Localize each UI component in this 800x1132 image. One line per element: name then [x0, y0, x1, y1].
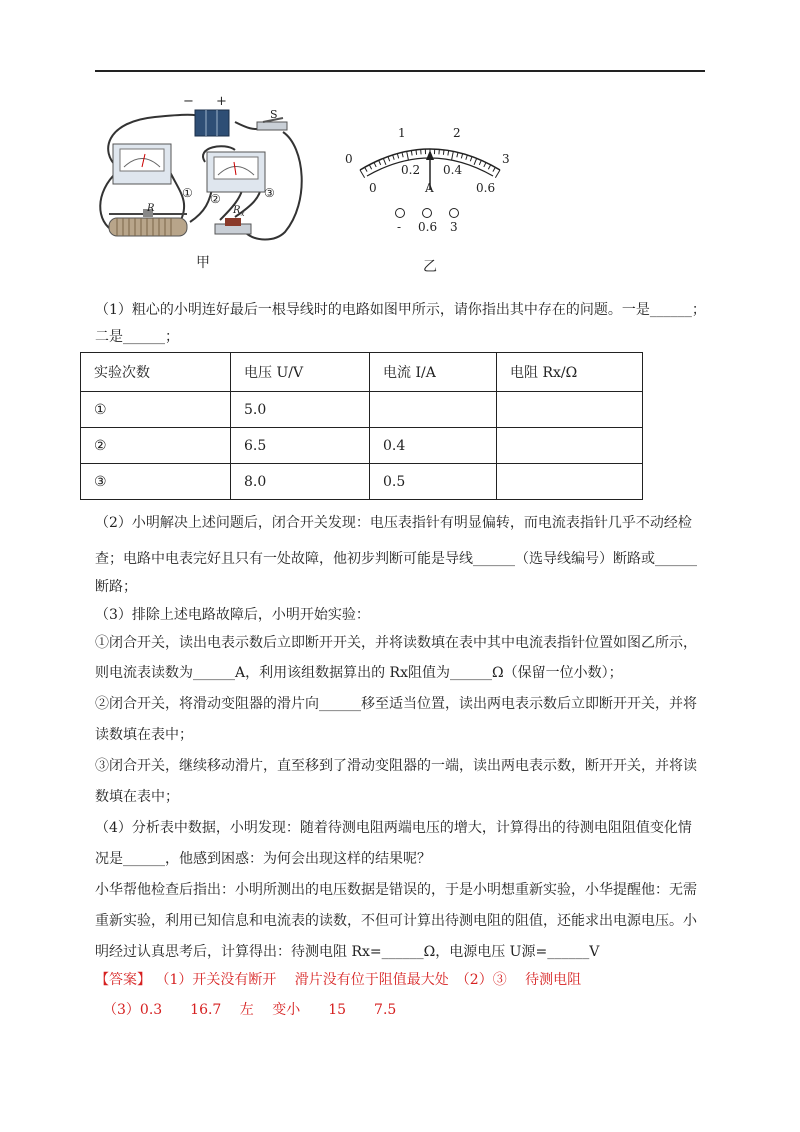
answer-line-1: 【答案】 （1）开关没有断开 滑片没有位于阻值最大处 （2）③ 待测电阻	[95, 972, 582, 988]
question-3-line-5: 读数填在表中；	[95, 727, 193, 743]
question-1-line-2: 二是______；	[95, 329, 179, 345]
bottom-scale-0: 0	[369, 181, 377, 195]
top-scale-0: 0	[345, 152, 353, 166]
table-cell: 0.4	[370, 428, 497, 464]
dial-tick	[493, 167, 495, 171]
answer-line-2: （3）0.3 16.7 左 变小 15 7.5	[103, 1002, 397, 1018]
dial-tick	[393, 155, 395, 160]
terminal-minus: -	[397, 220, 402, 234]
top-scale-3: 3	[502, 152, 510, 166]
dial-tick	[383, 158, 386, 164]
table-cell: ①	[81, 392, 231, 428]
rheostat-label: R	[147, 203, 155, 214]
dial-tick	[374, 162, 376, 167]
header-cell: 电压 U/V	[231, 353, 370, 392]
table-row	[81, 392, 643, 428]
dial-tick	[474, 158, 477, 164]
dial-tick	[407, 151, 409, 160]
header-cell: 电阻 Rx/Ω	[497, 353, 643, 392]
question-4-line-4: 重新实验，利用已知信息和电流表的读数，不但可计算出待测电阻的阻值，还能求出电源电压。小	[95, 913, 697, 929]
resistor-label: $R_x$	[233, 205, 245, 218]
table-row	[81, 428, 643, 464]
question-3-line-6: ③闭合开关，继续移动滑片，直至移到了滑动变阻器的一端，读出两电表示数，断开开关，并将读	[95, 758, 697, 774]
terminal-0-6: 0.6	[418, 220, 438, 234]
question-2-line-2: 查；电路中电表完好且只有一处故障，他初步判断可能是导线______（选导线编号）断路或______	[95, 551, 697, 567]
header-cell: 实验次数	[81, 353, 231, 392]
table-cell: ③	[81, 464, 231, 500]
circuit-diagram	[95, 92, 310, 252]
dial-tick	[448, 150, 449, 155]
table-cell: 5.0	[231, 392, 370, 428]
dial-tick	[461, 154, 462, 159]
terminal-3: 3	[450, 220, 458, 234]
table-cell: 6.5	[231, 428, 370, 464]
question-4-line-3: 小华帮他检查后指出：小明所测出的电压数据是错误的，于是小明想重新实验，小华提醒他：无需	[95, 882, 697, 898]
table-cell: ②	[81, 428, 231, 464]
data-table	[80, 352, 643, 500]
dial-tick	[360, 170, 365, 178]
table-header-row	[81, 353, 643, 392]
table-cell: 0.5	[370, 464, 497, 500]
bottom-scale-1: 0.2	[401, 163, 421, 177]
dial-tick	[466, 155, 468, 160]
header-cell: 电流 I/A	[370, 353, 497, 392]
dial-tick	[452, 151, 454, 160]
question-2-line-3: 断路；	[95, 579, 137, 595]
question-2-line-1: （2）小明解决上述问题后，闭合开关发现：电压表指针有明显偏转，而电流表指针几乎不动经检	[95, 515, 692, 531]
table-cell: 8.0	[231, 464, 370, 500]
header-rule	[95, 70, 705, 72]
question-3-line-4: ②闭合开关，将滑动变阻器的滑片向______移至适当位置，读出两电表示数后立即断开开关，并将	[95, 696, 697, 712]
dial-tick	[484, 162, 486, 167]
question-1-line-1: （1）粗心的小明连好最后一根导线时的电路如图甲所示，请你指出其中存在的问题。一是______；	[95, 302, 706, 318]
dial-tick	[397, 154, 398, 159]
table-row	[81, 464, 643, 500]
figure-left-caption: 甲	[196, 255, 210, 271]
switch-label: S	[270, 108, 278, 121]
dial-tick	[379, 160, 381, 165]
figure-right-caption: 乙	[423, 259, 437, 275]
dial-tick	[470, 157, 472, 162]
dial-tick	[457, 152, 458, 157]
bottom-scale-2: 0.4	[443, 163, 463, 177]
dial-tick	[488, 165, 490, 169]
battery-plus-label: +	[216, 94, 227, 109]
table-cell	[497, 464, 643, 500]
table-cell	[497, 428, 643, 464]
top-scale-1: 1	[398, 126, 406, 140]
table-cell	[497, 392, 643, 428]
pointer-unit-label: A	[425, 181, 434, 195]
question-4-line-5: 明经过认真思考后，计算得出：待测电阻 Rx=______Ω，电源电压 U源=______V	[95, 944, 600, 960]
dial-tick	[369, 165, 371, 169]
dial-tick	[402, 152, 403, 157]
question-3-line-1: （3）排除上述电路故障后，小明开始实验：	[95, 607, 370, 623]
battery-minus-label: −	[183, 94, 194, 109]
dial-tick	[416, 150, 417, 155]
dial-tick	[479, 160, 481, 165]
bottom-scale-3: 0.6	[476, 181, 496, 195]
question-4-line-2: 况是______，他感到困惑：为何会出现这样的结果呢？	[95, 851, 431, 867]
top-scale-2: 2	[453, 126, 461, 140]
dial-tick	[495, 170, 500, 178]
dial-tick	[388, 157, 390, 162]
dial-tick	[365, 167, 367, 171]
question-3-line-3: 则电流表读数为______A，利用该组数据算出的 Rx阻值为______Ω（保留一位小数）；	[95, 665, 623, 681]
dial-tick	[411, 150, 412, 155]
dial-tick	[443, 150, 444, 155]
question-4-line-1: （4）分析表中数据，小明发现：随着待测电阻两端电压的增大，计算得出的待测电阻阻值变化情	[95, 820, 692, 836]
question-3-line-2: ①闭合开关，读出电表示数后立即断开开关，并将读数填在表中其中电流表指针位置如图乙所示，	[95, 635, 697, 651]
wire-1-label: ①	[182, 186, 193, 200]
question-3-line-7: 数填在表中；	[95, 789, 179, 805]
table-cell	[370, 392, 497, 428]
terminal-posts	[392, 206, 462, 220]
wire-3-label: ③	[264, 186, 275, 200]
wire-2-label: ②	[210, 192, 221, 206]
